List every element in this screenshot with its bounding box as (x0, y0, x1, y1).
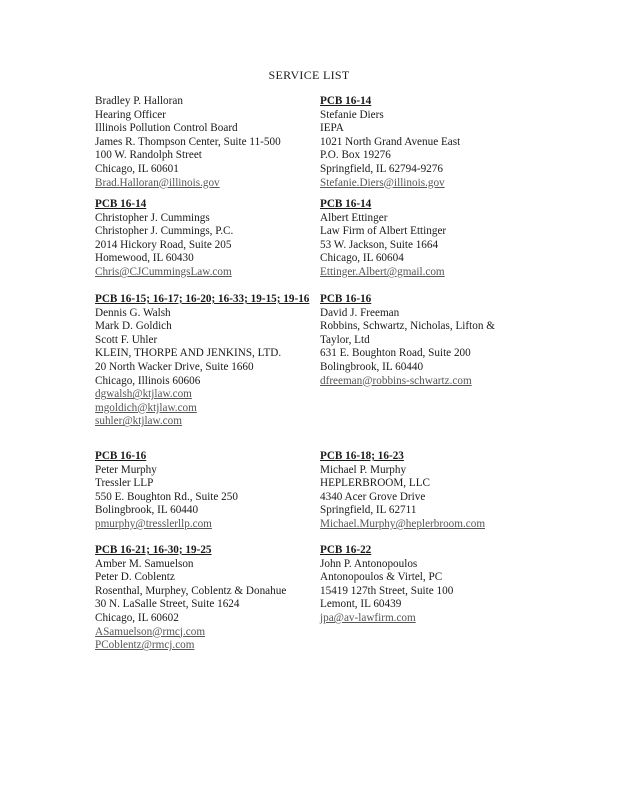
service-entry (95, 450, 310, 532)
contact-name: Michael P. Murphy (320, 463, 407, 476)
service-entry (320, 198, 520, 280)
city-state-zip: Chicago, IL 60601 (95, 162, 179, 175)
email-link[interactable]: suhler@ktjlaw.com (95, 415, 182, 428)
email-link[interactable]: PCoblentz@rmcj.com (95, 639, 195, 652)
email-link[interactable]: Chris@CJCummingsLaw.com (95, 265, 232, 278)
case-number: PCB 16-14 (95, 198, 147, 210)
city-state-zip: Chicago, IL 60602 (95, 611, 179, 624)
city-state-zip: Chicago, Illinois 60606 (95, 374, 201, 387)
case-number: PCB 16-14 (320, 198, 372, 210)
address-line: 100 W. Randolph Street (95, 149, 202, 162)
contact-name: David J. Freeman (320, 306, 400, 319)
email-link[interactable]: Michael.Murphy@heplerbroom.com (320, 517, 486, 530)
service-entry (320, 544, 520, 626)
organization: Antonopoulos & Virtel, PC (320, 571, 443, 584)
contact-name: Albert Ettinger (320, 211, 388, 224)
contact-name: Dennis G. Walsh (95, 306, 171, 319)
case-number: PCB 16-21; 16-30; 19-25 (95, 544, 212, 556)
service-entry (320, 450, 520, 532)
city-state-zip: Lemont, IL 60439 (320, 598, 402, 611)
contact-name: Amber M. Samuelson (95, 557, 194, 570)
organization: Rosenthal, Murphey, Coblentz & Donahue (95, 584, 287, 597)
service-entry (95, 198, 310, 280)
organization: HEPLERBROOM, LLC (320, 477, 431, 490)
email-link[interactable]: Brad.Halloran@illinois.gov (95, 176, 220, 189)
contact-name: Bradley P. Halloran (95, 95, 183, 107)
email-link[interactable]: Ettinger.Albert@gmail.com (320, 265, 445, 278)
contact-title: Hearing Officer (95, 108, 166, 121)
case-number: PCB 16-18; 16-23 (320, 450, 404, 462)
service-entry (320, 95, 520, 190)
email-link[interactable]: mgoldich@ktjlaw.com (95, 401, 197, 414)
city-state-zip: Bolingbrook, IL 60440 (95, 504, 199, 517)
city-state-zip: Springfield, IL 62711 (320, 504, 417, 517)
city-state-zip: Chicago, IL 60604 (320, 252, 404, 265)
service-entry (320, 293, 515, 388)
address-line: James R. Thompson Center, Suite 11-500 (95, 135, 281, 148)
email-link[interactable]: jpa@av-lawfirm.com (320, 611, 416, 624)
address-line: 631 E. Boughton Road, Suite 200 (320, 347, 471, 360)
contact-name: Stefanie Diers (320, 108, 384, 121)
case-number: PCB 16-22 (320, 544, 372, 556)
case-number: PCB 16-16 (95, 450, 147, 462)
case-number: PCB 16-15; 16-17; 16-20; 16-33; 19-15; 19-16 (95, 293, 310, 305)
email-link[interactable]: Stefanie.Diers@illinois.gov (320, 176, 445, 189)
address-line: 30 N. LaSalle Street, Suite 1624 (95, 598, 240, 611)
contact-name: Peter Murphy (95, 463, 157, 476)
case-number: PCB 16-16 (320, 293, 372, 305)
service-entry (95, 293, 313, 429)
organization: Robbins, Schwartz, Nicholas, Lifton & Taylor, Ltd (320, 320, 495, 346)
email-link[interactable]: ASamuelson@rmcj.com (95, 625, 206, 638)
contact-name: Scott F. Uhler (95, 333, 158, 346)
organization: IEPA (320, 122, 344, 135)
page-title: SERVICE LIST (268, 68, 350, 82)
contact-name: John P. Antonopoulos (320, 557, 418, 570)
address-line: 2014 Hickory Road, Suite 205 (95, 238, 232, 251)
address-line: 4340 Acer Grove Drive (320, 490, 426, 503)
city-state-zip: Homewood, IL 60430 (95, 252, 194, 265)
address-line: 15419 127th Street, Suite 100 (320, 584, 454, 597)
organization: KLEIN, THORPE AND JENKINS, LTD. (95, 347, 282, 360)
address-line: 1021 North Grand Avenue East (320, 135, 461, 148)
email-link[interactable]: dgwalsh@ktjlaw.com (95, 388, 192, 401)
address-line: P.O. Box 19276 (320, 149, 391, 162)
service-entry (95, 95, 310, 190)
city-state-zip: Bolingbrook, IL 60440 (320, 360, 424, 373)
service-entry (95, 544, 310, 653)
contact-name: Peter D. Coblentz (95, 571, 175, 584)
contact-name: Mark D. Goldich (95, 320, 172, 333)
city-state-zip: Springfield, IL 62794-9276 (320, 162, 443, 175)
contact-name: Christopher J. Cummings (95, 211, 210, 224)
address-line: 550 E. Boughton Rd., Suite 250 (95, 490, 238, 503)
email-link[interactable]: pmurphy@tresslerllp.com (95, 517, 212, 530)
organization: Christopher J. Cummings, P.C. (95, 225, 234, 238)
organization: Illinois Pollution Control Board (95, 122, 238, 135)
email-link[interactable]: dfreeman@robbins-schwartz.com (320, 374, 472, 387)
case-number: PCB 16-14 (320, 95, 372, 107)
organization: Law Firm of Albert Ettinger (320, 225, 447, 238)
organization: Tressler LLP (95, 477, 154, 490)
address-line: 53 W. Jackson, Suite 1664 (320, 238, 439, 251)
address-line: 20 North Wacker Drive, Suite 1660 (95, 360, 254, 373)
